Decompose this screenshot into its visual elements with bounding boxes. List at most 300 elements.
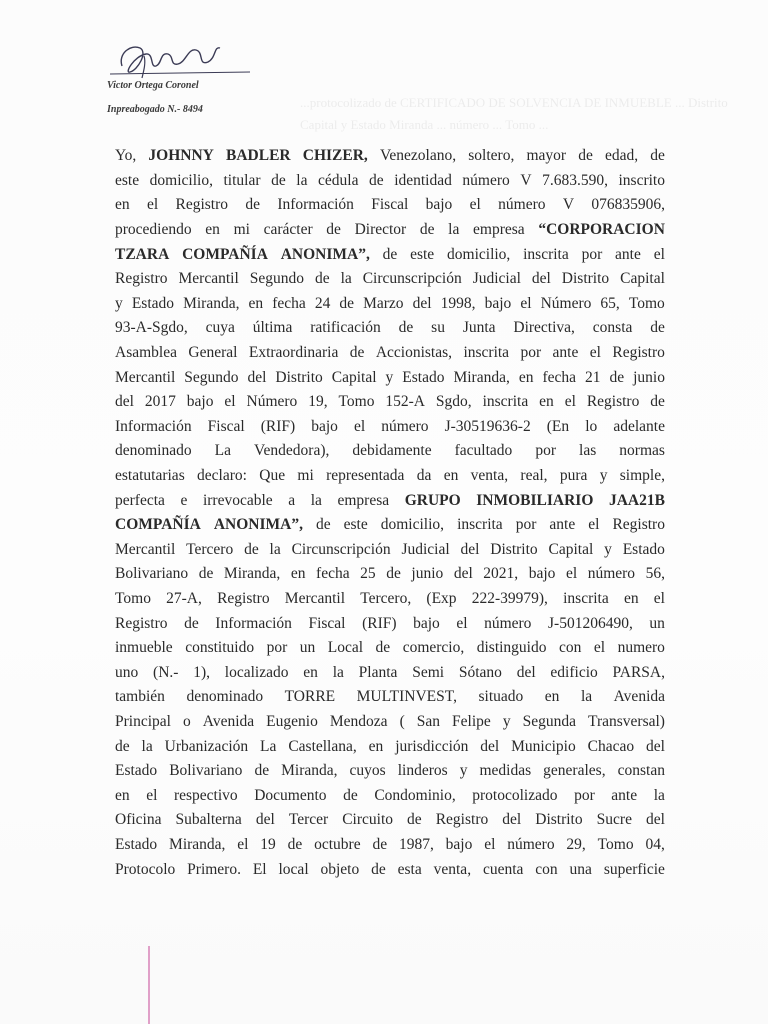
word: de	[650, 393, 665, 411]
word: (En	[546, 417, 570, 435]
word: Condominio,	[374, 786, 456, 804]
bleed-through-text: ...protocolizado de CERTIFICADO DE SOLVENCIA DE INMUEBLE ... Distrito Capital y Estado Miranda ... número ... Tomo ...	[300, 95, 728, 132]
text-line	[115, 759, 665, 784]
text-line	[115, 587, 665, 612]
word: del	[516, 663, 536, 681]
word: soltero,	[468, 147, 515, 165]
word: Chacao	[587, 737, 635, 755]
word: y	[502, 712, 511, 730]
word: su	[431, 319, 445, 337]
text-line	[115, 365, 665, 390]
word: San	[416, 712, 441, 730]
word: mi	[233, 221, 250, 239]
text-line	[115, 464, 665, 489]
word: de	[326, 221, 341, 239]
word: con	[535, 860, 558, 878]
word: de	[254, 762, 270, 780]
word: junio	[411, 565, 444, 583]
word: el	[146, 196, 159, 214]
word: Transversal)	[588, 712, 665, 730]
word: declaro:	[197, 467, 247, 485]
word: de	[398, 319, 414, 337]
text-line	[115, 538, 665, 563]
word: de	[371, 860, 386, 878]
word: a	[288, 491, 296, 509]
word: 29,	[566, 835, 586, 853]
word: por	[515, 516, 537, 534]
word: Estado	[115, 762, 158, 780]
word: Distrito	[275, 368, 323, 386]
word: inscrita	[523, 245, 569, 263]
word: el	[456, 614, 468, 632]
word: y	[459, 762, 468, 780]
word: Circuito	[342, 811, 394, 829]
text-line	[115, 636, 665, 661]
word: 21	[584, 368, 601, 386]
word: Oficina	[115, 811, 162, 829]
word: de	[382, 245, 398, 263]
text-line	[115, 316, 665, 341]
word: la	[310, 491, 322, 509]
word: el	[484, 835, 496, 853]
word: bajo	[445, 835, 473, 853]
word: Bolivariano	[169, 762, 243, 780]
word: superficie	[603, 860, 665, 878]
word: Mendoza	[329, 712, 388, 730]
word: Mercantil	[115, 540, 176, 558]
word: Mercantil	[178, 270, 239, 288]
document-body	[115, 144, 665, 882]
word: Que	[259, 467, 286, 485]
word: bajo	[484, 294, 512, 312]
word: BADLER	[226, 147, 291, 165]
word: la	[141, 737, 153, 755]
word: en	[205, 221, 220, 239]
word: por	[574, 786, 595, 804]
word: carácter	[263, 221, 313, 239]
word: irrevocable	[202, 491, 273, 509]
word: domicilio,	[380, 516, 445, 534]
word: 2017	[144, 393, 176, 411]
word: Municipio	[511, 737, 576, 755]
word: de	[314, 270, 330, 288]
word: Mercantil	[115, 368, 176, 386]
word: JAA21B	[608, 491, 665, 509]
word: Registro	[586, 393, 640, 411]
word: en	[518, 368, 534, 386]
word: de	[184, 614, 199, 632]
word: mayor	[526, 147, 567, 165]
word: el	[520, 294, 532, 312]
word: 1998,	[440, 294, 476, 312]
word: Capital	[548, 540, 594, 558]
word: distinguido	[476, 639, 547, 657]
word: la	[653, 786, 665, 804]
word: de	[419, 221, 435, 239]
word: Circunscripción	[291, 540, 391, 558]
word: Miranda,	[453, 368, 510, 386]
word: objeto	[320, 860, 360, 878]
word: local	[278, 860, 309, 878]
word: J-501206490,	[548, 614, 633, 632]
text-line	[115, 562, 665, 587]
word: de	[315, 516, 331, 534]
word: 1),	[193, 663, 211, 681]
word: Registro	[175, 196, 229, 214]
margin-mark	[148, 946, 150, 1024]
word: este	[115, 171, 140, 189]
word: Semi	[412, 663, 445, 681]
word: Segundo	[249, 270, 304, 288]
word: 1987,	[398, 835, 434, 853]
word: edificio	[550, 663, 598, 681]
word: estatutarias	[115, 467, 185, 485]
word: ante	[611, 786, 638, 804]
text-line	[115, 218, 665, 243]
word: numero	[617, 639, 665, 657]
word: J-30519636-2	[444, 417, 531, 435]
word: el	[589, 344, 601, 362]
word: (RIF)	[362, 614, 397, 632]
word: el	[653, 245, 665, 263]
word: la	[269, 540, 281, 558]
word: facultado	[454, 442, 513, 460]
word: 93-A-Sgdo,	[115, 319, 188, 337]
word: Información	[277, 196, 354, 214]
word: e	[180, 491, 188, 509]
word: Registro	[115, 270, 168, 288]
word: de	[386, 565, 401, 583]
word: en	[115, 786, 130, 804]
word: V	[520, 171, 532, 189]
word: Miranda,	[169, 835, 226, 853]
word: 27-A,	[166, 589, 202, 607]
word: en	[544, 688, 560, 706]
word: TZARA	[115, 245, 170, 263]
word: el	[237, 835, 249, 853]
text-line	[115, 660, 665, 685]
text-line	[115, 193, 665, 218]
word: (Exp	[426, 589, 457, 607]
word: empresa	[473, 221, 525, 239]
word: el	[653, 589, 665, 607]
word: inscrita	[563, 589, 609, 607]
word: Tomo	[338, 393, 375, 411]
word: número	[462, 171, 510, 189]
word: Venezolano,	[379, 147, 457, 165]
word: ANONIMA”,	[213, 516, 303, 534]
word: situado	[478, 688, 524, 706]
word: el	[593, 639, 606, 657]
word: La	[214, 442, 232, 460]
word: Tercero,	[360, 589, 412, 607]
word: o	[183, 712, 191, 730]
word: Tomo	[597, 835, 634, 853]
word: perfecta	[115, 491, 165, 509]
word: denominado	[115, 442, 192, 460]
text-line	[115, 144, 665, 169]
word: de	[372, 835, 388, 853]
word: Director	[354, 221, 407, 239]
word: 19	[260, 835, 276, 853]
word: en	[248, 294, 264, 312]
word: Castellana,	[288, 737, 357, 755]
word: Información	[215, 614, 292, 632]
text-line	[115, 242, 665, 267]
word: el	[564, 393, 576, 411]
word: 2021,	[483, 565, 519, 583]
word: bajo	[425, 196, 453, 214]
word: Asamblea	[115, 344, 177, 362]
word: CHIZER,	[302, 147, 368, 165]
word: fecha	[542, 368, 576, 386]
word: Segunda	[522, 712, 576, 730]
word: Extraordinaria	[248, 344, 339, 362]
word: del	[646, 737, 665, 755]
word: Miranda,	[223, 565, 281, 583]
word: 04,	[645, 835, 665, 853]
word: JOHNNY	[148, 147, 214, 165]
word: La	[260, 737, 277, 755]
word: lo	[585, 417, 598, 435]
word: fecha	[316, 565, 350, 583]
word: ante	[552, 344, 579, 362]
word: inscrito	[618, 171, 665, 189]
word: el	[588, 516, 600, 534]
word: por	[581, 245, 603, 263]
word: mi	[297, 467, 314, 485]
word: ante	[549, 516, 576, 534]
word: la	[340, 270, 352, 288]
word: en	[303, 663, 318, 681]
text-line	[115, 169, 665, 194]
word: Estado	[115, 835, 158, 853]
word: y	[385, 368, 394, 386]
word: del	[502, 811, 522, 829]
word: procediendo	[115, 221, 192, 239]
word: un	[649, 614, 665, 632]
word: domicilio,	[447, 245, 511, 263]
word: Fiscal	[207, 417, 245, 435]
word: este	[410, 245, 435, 263]
word: 222-39979),	[471, 589, 548, 607]
word: PARSA,	[612, 663, 665, 681]
word: Tomo	[628, 294, 665, 312]
word: última	[252, 319, 293, 337]
word: Primero.	[187, 860, 241, 878]
word: Protocolo	[115, 860, 176, 878]
word: en	[368, 737, 384, 755]
word: de	[369, 171, 384, 189]
word: Local	[327, 639, 364, 657]
word: Planta	[358, 663, 398, 681]
word: por	[520, 344, 542, 362]
word: Urbanización	[164, 737, 249, 755]
word: y	[604, 540, 612, 558]
word: linderos	[397, 762, 448, 780]
text-line	[115, 783, 665, 808]
word: protocolizado	[472, 786, 558, 804]
word: un	[299, 639, 316, 657]
word: Estado	[622, 540, 665, 558]
word: V	[562, 196, 575, 214]
word: Información	[115, 417, 192, 435]
text-line	[115, 857, 665, 882]
word: constituido	[185, 639, 255, 657]
word: INMOBILIARIO	[476, 491, 594, 509]
word: normas	[619, 442, 665, 460]
text-line	[115, 833, 665, 858]
word: de	[407, 811, 422, 829]
word: Miranda,	[183, 294, 240, 312]
handwritten-signature	[100, 36, 260, 86]
word: y	[599, 467, 608, 485]
word: General	[188, 344, 238, 362]
word: número	[381, 417, 429, 435]
word: de	[339, 294, 355, 312]
word: Registro	[612, 516, 665, 534]
word: Felipe	[452, 712, 491, 730]
word: número	[587, 565, 636, 583]
text-line	[115, 710, 665, 735]
word: del	[480, 737, 500, 755]
text-line	[115, 685, 665, 710]
word: y	[115, 294, 123, 312]
word: en	[443, 467, 459, 485]
word: inscrita	[457, 516, 503, 534]
word: El	[252, 860, 267, 878]
word: inscrita	[482, 393, 529, 411]
word: ratificación	[310, 319, 381, 337]
word: de	[271, 171, 286, 189]
word: de	[198, 565, 214, 583]
word: generales,	[543, 762, 606, 780]
word: Junta	[462, 319, 496, 337]
word: MULTINVEST,	[356, 688, 457, 706]
word: (N.-	[153, 663, 179, 681]
word: de	[287, 835, 303, 853]
word: en	[290, 565, 306, 583]
word: cédula	[318, 171, 359, 189]
word: la	[332, 663, 344, 681]
word: Registro	[115, 614, 168, 632]
word: número	[507, 835, 555, 853]
word: la	[296, 171, 308, 189]
word: Bolivariano	[115, 565, 189, 583]
word: Documento	[254, 786, 327, 804]
word: del	[115, 393, 134, 411]
word: respectivo	[173, 786, 238, 804]
word: el	[146, 786, 158, 804]
word: del	[255, 811, 275, 829]
word: del	[453, 565, 473, 583]
word: Principal	[115, 712, 171, 730]
word: de	[375, 639, 391, 657]
word: empresa	[337, 491, 390, 509]
text-line	[115, 267, 665, 292]
word: COMPAÑÍA	[182, 245, 268, 263]
word: Tomo	[115, 589, 151, 607]
text-line	[115, 611, 665, 636]
word: ante	[615, 245, 641, 263]
word: de	[650, 319, 665, 337]
word: Fiscal	[371, 196, 409, 214]
word: 152-A	[385, 393, 425, 411]
text-line	[115, 808, 665, 833]
word: representada	[326, 467, 405, 485]
word: también	[115, 688, 165, 706]
word: de	[578, 147, 593, 165]
word: real,	[520, 467, 548, 485]
word: del	[460, 540, 480, 558]
word: Avenida	[202, 712, 255, 730]
word: Registro	[612, 344, 665, 362]
word: Accionistas,	[375, 344, 453, 362]
word: 076835906,	[591, 196, 665, 214]
word: jurisdicción	[395, 737, 469, 755]
text-line	[115, 513, 665, 538]
word: Tercero	[186, 540, 234, 558]
word: Estado	[131, 294, 174, 312]
word: en	[539, 393, 554, 411]
word: comercio,	[402, 639, 465, 657]
word: cuya	[205, 319, 235, 337]
word: TORRE	[284, 688, 336, 706]
word: pura	[559, 467, 588, 485]
word: de	[245, 196, 260, 214]
word: Sótano	[458, 663, 502, 681]
word: el	[469, 196, 481, 214]
word: este	[343, 516, 368, 534]
word: la	[448, 221, 460, 239]
word: de	[650, 147, 665, 165]
word: simple,	[619, 467, 665, 485]
word: Número	[540, 294, 592, 312]
text-line	[115, 734, 665, 759]
word: COMPAÑÍA	[115, 516, 201, 534]
registration-number: Inpreabogado N.- 8494	[107, 104, 203, 115]
word: Yo,	[115, 147, 137, 165]
word: una	[569, 860, 592, 878]
word: Segundo	[184, 368, 239, 386]
word: medidas	[479, 762, 532, 780]
word: domicilio,	[149, 171, 213, 189]
word: 7.683.590,	[542, 171, 608, 189]
word: (RIF)	[260, 417, 296, 435]
word: ANONIMA”,	[280, 245, 370, 263]
word: GRUPO	[404, 491, 461, 509]
word: de	[115, 737, 130, 755]
word: Judicial	[472, 270, 521, 288]
word: Estado	[402, 368, 445, 386]
word: constan	[617, 762, 665, 780]
word: Eugenio	[266, 712, 318, 730]
word: venta,	[470, 467, 509, 485]
word: Registro	[217, 589, 270, 607]
word: de	[244, 540, 259, 558]
word: cuyos	[349, 762, 386, 780]
text-line	[115, 341, 665, 366]
text-line	[115, 439, 665, 464]
word: Sgdo,	[435, 393, 472, 411]
word: denominado	[186, 688, 264, 706]
word: (	[399, 712, 405, 730]
word: Marzo	[363, 294, 404, 312]
word: por	[266, 639, 288, 657]
text-line	[115, 415, 665, 440]
word: localizado	[224, 663, 289, 681]
word: Capital	[331, 368, 377, 386]
